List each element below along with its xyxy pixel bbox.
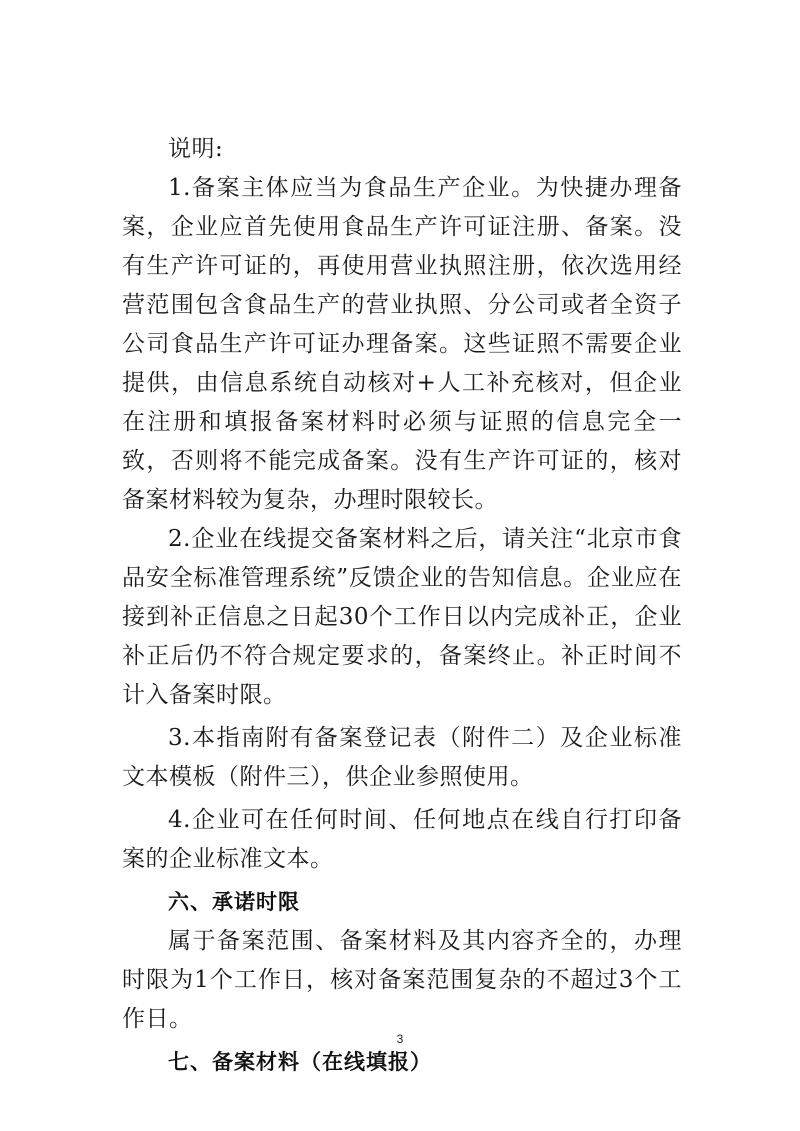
note-item-4: 4.企业可在任何时间、任何地点在线自行打印备案的企业标准文本。 [122,807,682,872]
section-6-heading: 六、承诺时限 [168,890,300,914]
page-number: 3 [396,1032,404,1046]
note-item-2: 2.企业在线提交备案材料之后，请关注“北京市食品安全标准管理系统”反馈企业的告知信息。企业应在接到补正信息之日起30个工作日以内完成补正，企业补正后仍不符合规定要求的，备案终止。补正时间不计入备案时限。 [122,526,682,708]
note-item-1: 1.备案主体应当为食品生产企业。为快捷办理备案，企业应首先使用食品生产许可证注册、备案。没有生产许可证的，再使用营业执照注册，依次选用经营范围包含食品生产的营业执照、分公司或者全资子公司食品生产许可证办理备案。这些证照不需要企业提供，由信息系统自动核对+人工补充核对，但企业在注册和填报备案材料时必须与证照的信息完全一致，否则将不能完成备案。没有生产许可证的，核对备案材料较为复杂，办理时限较长。 [122,175,682,513]
section-7-heading: 七、备案材料（在线填报） [168,1050,432,1074]
document-body [122,130,682,1082]
notes-label: 说明: [168,136,224,162]
section-6-body: 属于备案范围、备案材料及其内容齐全的，办理时限为1个工作日，核对备案范围复杂的不超过3个工作日。 [122,928,682,1032]
note-item-3: 3.本指南附有备案登记表（附件二）及企业标准文本模板（附件三），供企业参照使用。 [122,725,682,790]
